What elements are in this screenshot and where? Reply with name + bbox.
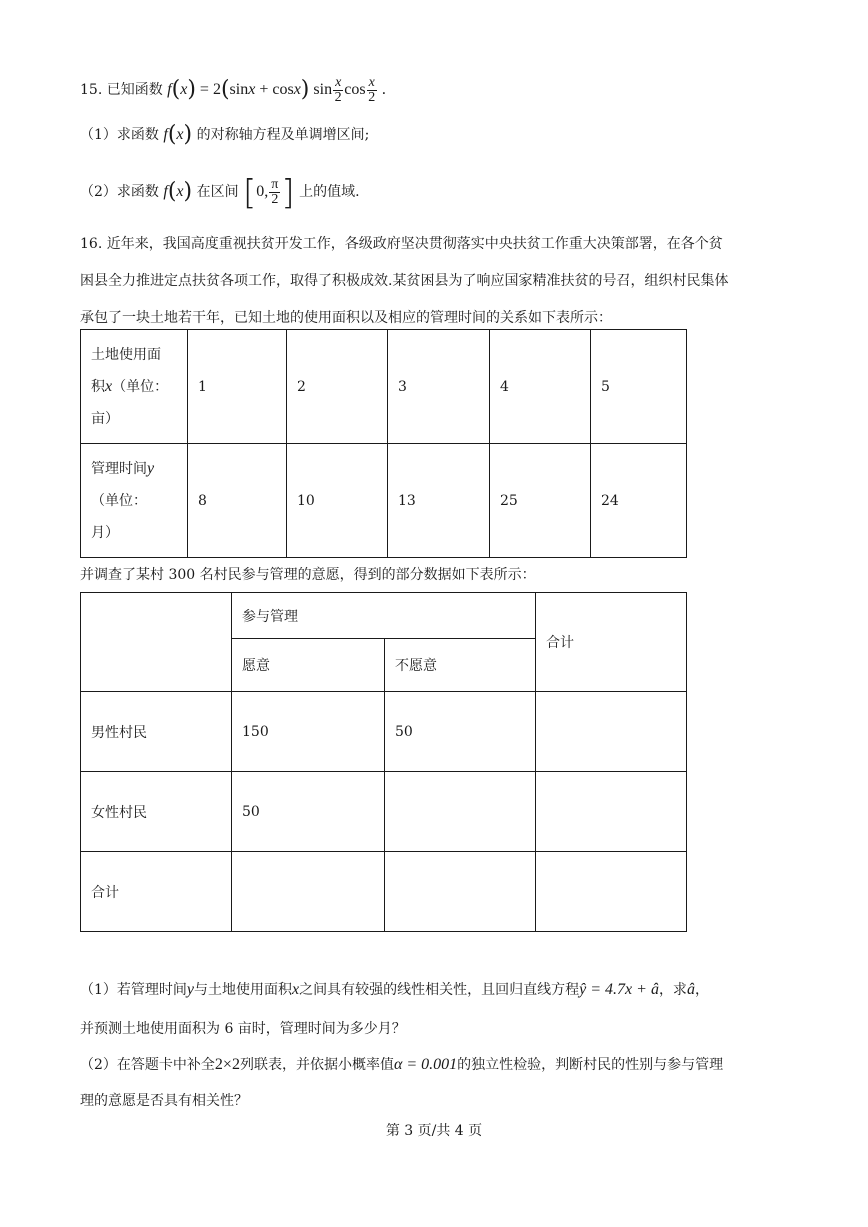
row-label-female: 女性村民 bbox=[81, 772, 232, 852]
q16-part2-line1 bbox=[80, 1047, 723, 1083]
table-cell bbox=[536, 692, 687, 772]
table-cell bbox=[232, 852, 385, 932]
q16-part2-line2: 理的意愿是否具有相关性？ bbox=[80, 1093, 248, 1109]
y-var: y bbox=[147, 459, 155, 477]
q16-line2: 困县全力推进定点扶贫各项工作，取得了积极成效.某贫困县为了响应国家精准扶贫的号召，组织村民集体 bbox=[80, 273, 729, 289]
table-cell: 4 bbox=[490, 330, 591, 444]
frac-num: x bbox=[335, 75, 342, 90]
fraction-x-over-2 bbox=[333, 76, 343, 105]
a-hat: â bbox=[686, 981, 695, 998]
text-span: （2）在答题卡中补全 bbox=[80, 1057, 215, 1073]
x-var: x bbox=[176, 183, 184, 200]
x-var: x bbox=[105, 377, 113, 395]
table-row bbox=[81, 772, 687, 852]
table-cell: 13 bbox=[388, 444, 490, 558]
cell-text: （单位： bbox=[91, 492, 147, 509]
cell-text: 亩） bbox=[91, 410, 119, 427]
sin-label: sin bbox=[229, 81, 249, 99]
row-header-area bbox=[81, 330, 188, 444]
x-var: x bbox=[180, 81, 188, 99]
text-span: 之间具有较强的线性相关性，且回归直线方程 bbox=[299, 982, 580, 998]
y-var: y bbox=[186, 981, 195, 998]
table-cell: 1 bbox=[188, 330, 287, 444]
text-span: 的独立性检验，判断村民的性别与参与管理 bbox=[457, 1057, 724, 1073]
table-cell: 150 bbox=[232, 692, 385, 772]
text-span: （1）若管理时间 bbox=[80, 982, 187, 998]
frac-den: 2 bbox=[368, 90, 376, 105]
q15-part2-mid: 在区间 bbox=[196, 184, 239, 200]
page-footer: 第 3 页/共 4 页 bbox=[385, 1123, 483, 1139]
fraction-x-over-2-b bbox=[367, 76, 377, 105]
table-row bbox=[81, 692, 687, 772]
table-cell: 5 bbox=[591, 330, 687, 444]
text-span: ， bbox=[694, 982, 709, 998]
x-var: x bbox=[176, 126, 184, 143]
cell-text: 土地使用面 bbox=[91, 346, 161, 363]
q15-part2-label: （2）求函数 bbox=[80, 184, 159, 200]
table-corner bbox=[81, 593, 232, 692]
period: . bbox=[381, 81, 386, 99]
header-total: 合计 bbox=[536, 593, 687, 692]
text-span: 列联表，并依据小概率值 bbox=[239, 1057, 394, 1073]
q16-part1-line1 bbox=[80, 972, 709, 1008]
header-unwilling: 不愿意 bbox=[385, 639, 536, 692]
q15-part1: （1）求函数 f(x) 的对称轴方程及单调增区间; bbox=[80, 122, 370, 147]
table-cell: 25 bbox=[490, 444, 591, 558]
table-cell bbox=[385, 772, 536, 852]
q15-part1-tail: 的对称轴方程及单调增区间; bbox=[196, 127, 370, 143]
table-size: 2×2 bbox=[214, 1056, 240, 1073]
plus-cos: + cos bbox=[255, 81, 294, 99]
q15-number: 15. bbox=[80, 82, 103, 99]
frac-num-pi: π bbox=[271, 176, 279, 192]
header-participation: 参与管理 bbox=[232, 593, 536, 639]
table-row bbox=[81, 330, 687, 444]
q15-stem bbox=[80, 76, 386, 104]
fraction-pi-over-2 bbox=[269, 178, 280, 207]
table-cell: 3 bbox=[388, 330, 490, 444]
f-symbol: f bbox=[167, 81, 172, 99]
area-time-table bbox=[80, 329, 687, 558]
q16-line1: 16. 近年来，我国高度重视扶贫开发工作，各级政府坚决贯彻落实中央扶贫工作重大决策部署，在各个贫 bbox=[80, 236, 723, 252]
table-cell: 8 bbox=[188, 444, 287, 558]
f-symbol: f bbox=[163, 126, 168, 143]
table-cell bbox=[536, 852, 687, 932]
frac-den: 2 bbox=[271, 191, 279, 207]
q15-stem-prefix: 已知函数 bbox=[106, 82, 163, 99]
q16-line3: 承包了一块土地若干年，已知土地的使用面积以及相应的管理时间的关系如下表所示： bbox=[80, 310, 612, 326]
sin-label-2: sin bbox=[313, 81, 333, 99]
row-label-male: 男性村民 bbox=[81, 692, 232, 772]
survey-line: 并调查了某村 300 名村民参与管理的意愿，得到的部分数据如下表所示： bbox=[80, 567, 536, 583]
x-var: x bbox=[292, 981, 300, 998]
x-var: x bbox=[248, 81, 256, 99]
table-cell: 50 bbox=[232, 772, 385, 852]
cos-label-2: cos bbox=[344, 81, 366, 99]
table-cell: 24 bbox=[591, 444, 687, 558]
row-header-time bbox=[81, 444, 188, 558]
cell-text: 管理时间 bbox=[91, 460, 147, 477]
table-cell: 10 bbox=[287, 444, 388, 558]
text-span: 与土地使用面积 bbox=[194, 982, 293, 998]
cell-text: 积 bbox=[91, 378, 105, 395]
q16-part1-line2: 并预测土地使用面积为 6 亩时，管理时间为多少月？ bbox=[80, 1021, 406, 1037]
contingency-table bbox=[80, 592, 687, 932]
q15-part1-label: （1）求函数 bbox=[80, 127, 159, 143]
q15-formula: f(x) = 2(sinx + cosx) sin $\frac{x}{2}$ cos $\frac{x}{2}$ . bbox=[167, 75, 386, 105]
table-cell bbox=[536, 772, 687, 852]
table-row bbox=[81, 852, 687, 932]
row-label-total: 合计 bbox=[81, 852, 232, 932]
x-var: x bbox=[293, 81, 301, 99]
table-cell: 50 bbox=[385, 692, 536, 772]
cell-text: （单位： bbox=[112, 378, 169, 395]
table-cell bbox=[385, 852, 536, 932]
q15-part2-tail: 上的值域. bbox=[299, 184, 360, 200]
table-row bbox=[81, 444, 687, 558]
f-symbol: f bbox=[163, 183, 168, 200]
cell-text: 月） bbox=[91, 524, 119, 541]
q15-part2: （2）求函数 f(x) 在区间 [0, $\frac{\pi}{2}$ ] 上的值域. bbox=[80, 173, 360, 213]
interval-left: 0, bbox=[256, 183, 269, 200]
alpha-value: α = 0.001 bbox=[393, 1056, 458, 1073]
table-row bbox=[81, 593, 687, 639]
header-willing: 愿意 bbox=[232, 639, 385, 692]
equals-two: = 2 bbox=[199, 81, 221, 99]
regression-equation: ŷ = 4.7x + â bbox=[579, 981, 659, 998]
text-span: ，求 bbox=[658, 982, 687, 998]
table-cell: 2 bbox=[287, 330, 388, 444]
interval: [0, $\frac{\pi}{2}$ ] bbox=[243, 173, 295, 213]
frac-den: 2 bbox=[334, 90, 342, 105]
frac-num: x bbox=[368, 75, 375, 90]
